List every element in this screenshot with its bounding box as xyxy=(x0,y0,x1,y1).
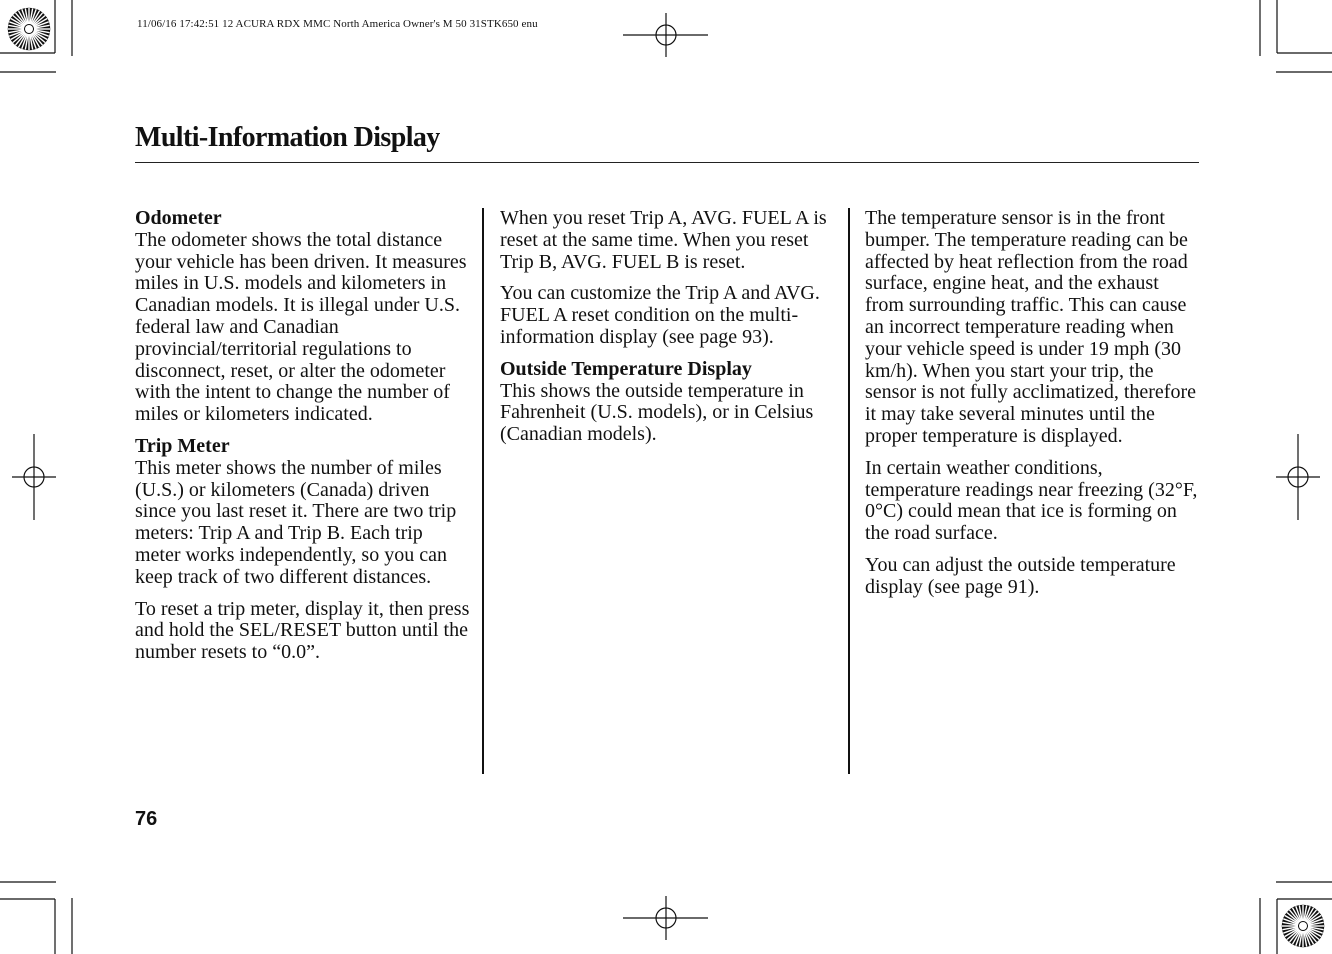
outside-temperature-heading: Outside Temperature Display xyxy=(500,357,752,380)
column-divider xyxy=(482,208,484,774)
registration-mark-bottom xyxy=(623,896,708,940)
temperature-sensor-paragraph: The temperature sensor is in the front bumper. The temperature reading can be affected by heat reflection from the road surface, engine heat, and the exhaust from surrounding traffic. This can cause an incorrect temperature reading when your vehicle speed is under 19 mph (30 km/h). When you start your trip, the sensor is not fully acclimatized, therefore it may take several minutes until the proper temperature is displayed. xyxy=(865,207,1196,447)
star-target-top-left xyxy=(7,7,51,51)
star-target-bottom-right xyxy=(1281,904,1325,948)
avg-fuel-reset-paragraph: When you reset Trip A, AVG. FUEL A is reset at the same time. When you reset Trip B, AVG. FUEL B is reset. xyxy=(500,207,827,273)
odometer-heading: Odometer xyxy=(135,207,222,229)
registration-mark-right xyxy=(1276,434,1320,520)
column-2 xyxy=(500,208,835,456)
page-number: 76 xyxy=(135,808,158,830)
column-divider xyxy=(848,208,850,774)
customize-reset-paragraph: You can customize the Trip A and AVG. FUEL A reset condition on the multi-information display (see page 93). xyxy=(500,282,820,348)
adjust-display-paragraph: You can adjust the outside temperature display (see page 91). xyxy=(865,553,1176,598)
column-3 xyxy=(865,208,1200,609)
outside-temperature-paragraph: This shows the outside temperature in Fahrenheit (U.S. models), or in Celsius (Canadian models). xyxy=(500,379,814,446)
trip-reset-paragraph: To reset a trip meter, display it, then press and hold the SEL/RESET button until the number resets to “0.0”. xyxy=(135,597,470,664)
print-header: 11/06/16 17:42:51 12 ACURA RDX MMC North America Owner's M 50 31STK650 enu xyxy=(137,18,538,30)
registration-mark-top xyxy=(623,13,708,57)
registration-mark-left xyxy=(12,434,56,520)
odometer-paragraph: The odometer shows the total distance your vehicle has been driven. It measures miles in U.S. models and kilometers in Canadian models. It is illegal under U.S. federal law and Canadian provincial/territorial regulations to disconnect, reset, or alter the odometer with the intent to change the number of miles or kilometers indicated. xyxy=(135,228,467,426)
page-title: Multi-Information Display xyxy=(135,122,440,153)
trip-meter-heading: Trip Meter xyxy=(135,434,230,457)
column-1 xyxy=(135,208,470,674)
freezing-warning-paragraph: In certain weather conditions, temperature readings near freezing (32°F, 0°C) could mean that ice is forming on the road surface. xyxy=(865,456,1198,545)
trip-meter-paragraph: This meter shows the number of miles (U.S.) or kilometers (Canada) driven since you last reset it. There are two trip meters: Trip A and Trip B. Each trip meter works independently, so you can keep track of two different distances. xyxy=(135,456,457,588)
title-rule xyxy=(135,162,1199,163)
